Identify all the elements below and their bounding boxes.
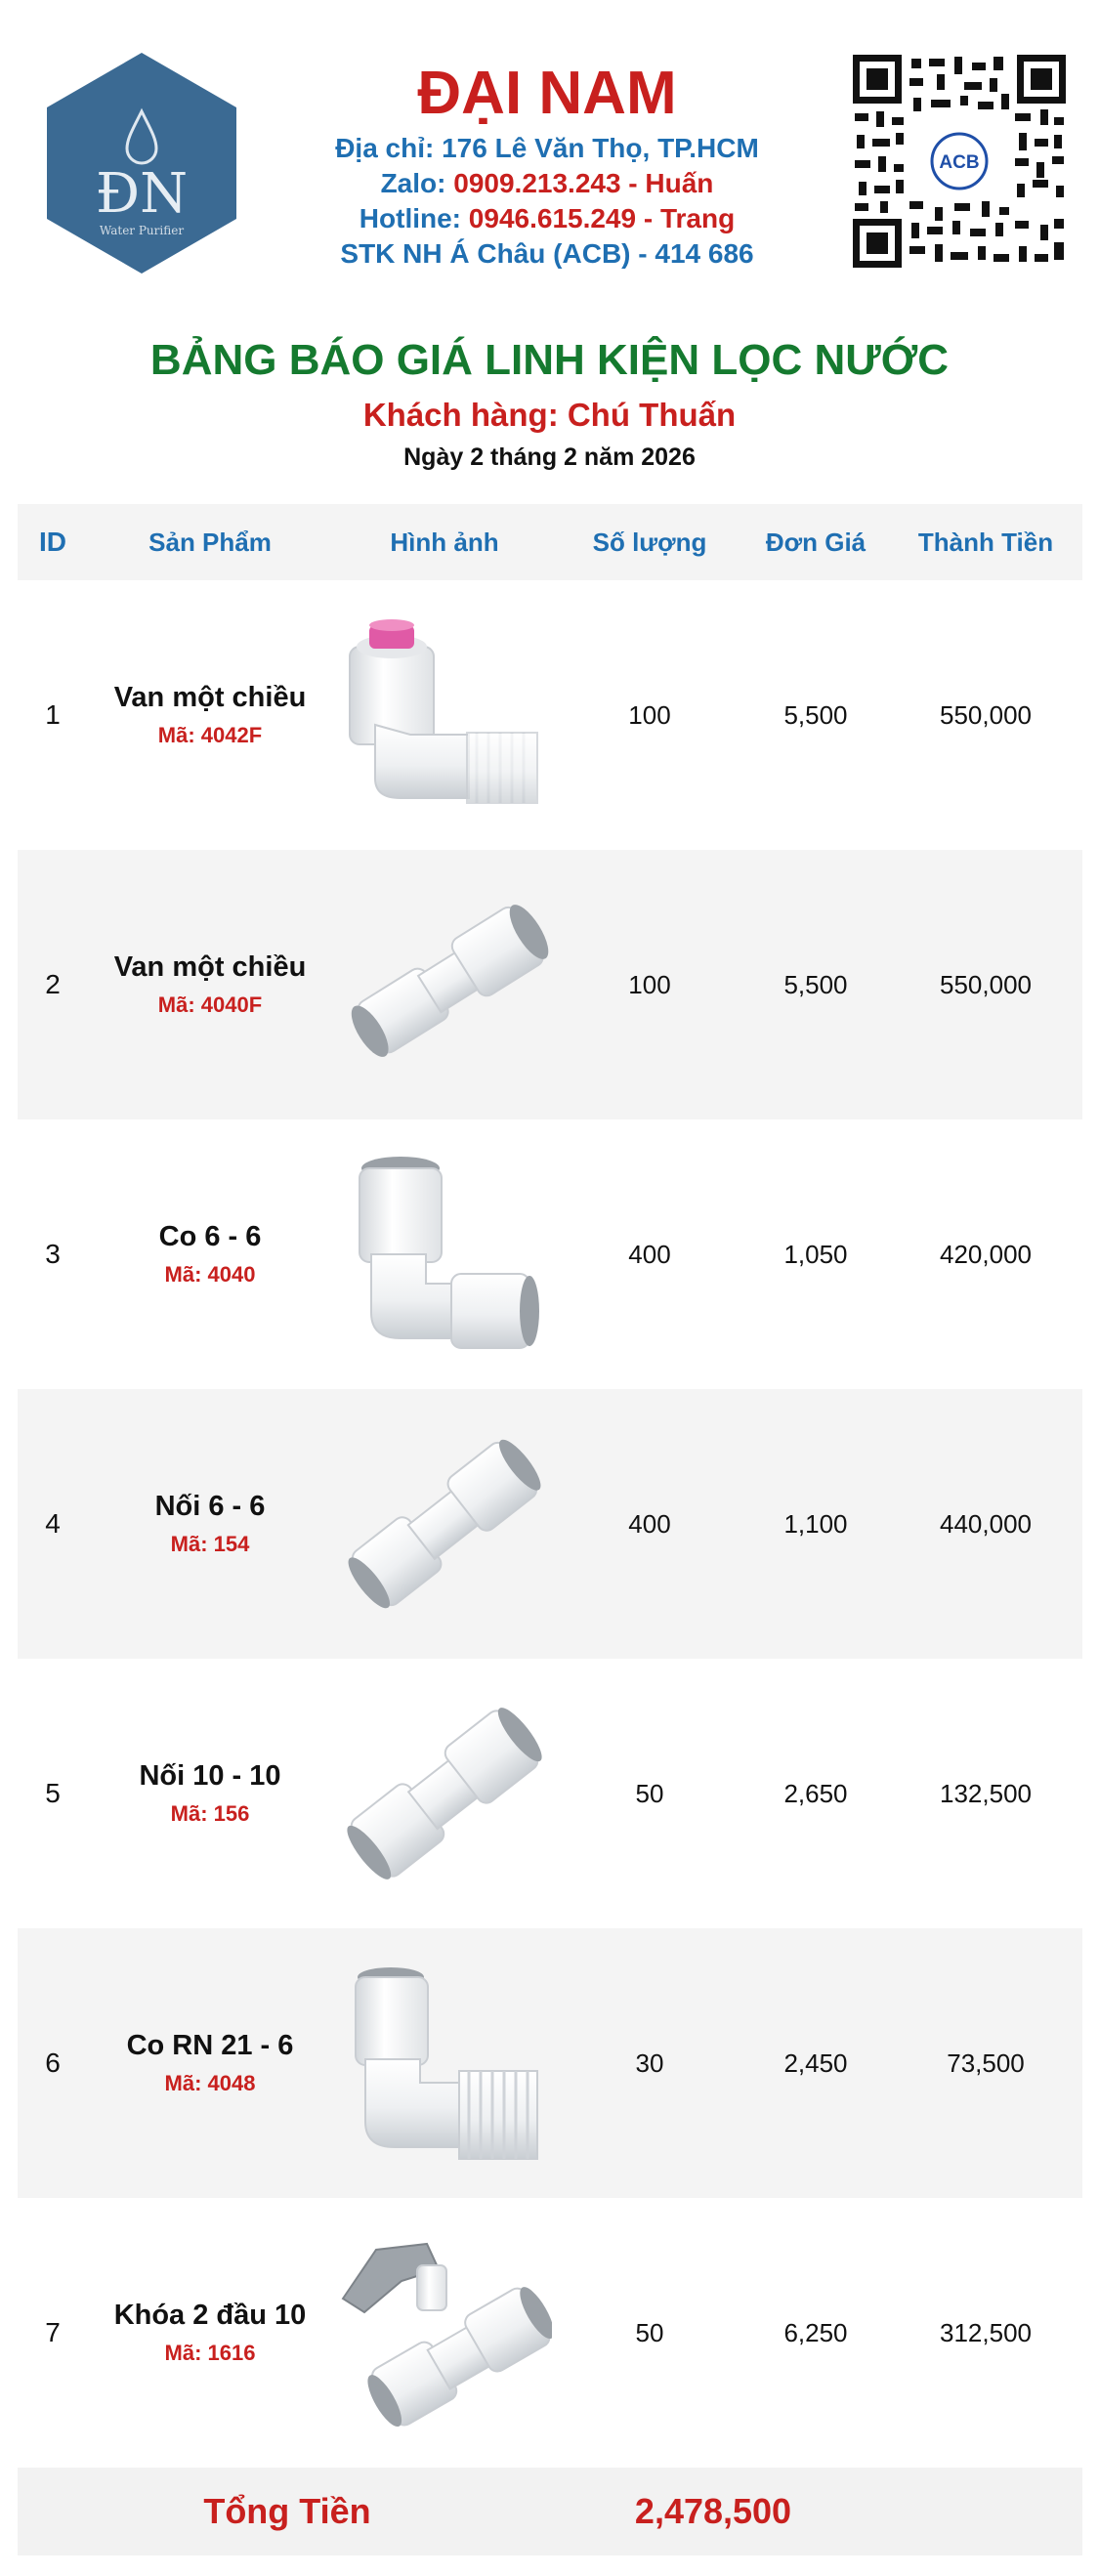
row-product — [88, 1486, 332, 1562]
product-name: Nối 10 - 10 — [139, 1760, 281, 1792]
zalo-label: Zalo: — [380, 168, 454, 198]
row-id: 4 — [45, 1508, 61, 1539]
product-image-cell — [332, 1951, 557, 2175]
svg-text:ACB: ACB — [939, 152, 980, 173]
header-unit-price: Đơn Giá — [765, 527, 867, 557]
row-line-total: 132,500 — [940, 1778, 1032, 1808]
row-line-total: 440,000 — [940, 1508, 1032, 1539]
elbow-fitting-image — [342, 1147, 547, 1362]
company-logo — [43, 51, 240, 275]
quote-date: Ngày 2 tháng 2 năm 2026 — [403, 443, 696, 471]
zalo-value: 0909.213.243 - Huấn — [453, 168, 714, 198]
svg-text:Water Purifier: Water Purifier — [99, 224, 185, 237]
row-unit-price: 2,650 — [783, 1778, 848, 1808]
table-row — [18, 850, 1082, 1119]
product-image-cell — [332, 1681, 557, 1906]
hotline-value: 0946.615.249 - Trang — [468, 203, 736, 233]
check-valve-image — [337, 887, 552, 1082]
product-image-cell — [332, 1412, 557, 1636]
page-title: BẢNG BÁO GIÁ LINH KIỆN LỌC NƯỚC — [149, 336, 950, 384]
company-info — [322, 57, 772, 272]
svg-text:ĐN: ĐN — [95, 162, 189, 226]
product-name: Nối 6 - 6 — [154, 1491, 266, 1522]
header-product: Sản Phẩm — [148, 527, 272, 557]
row-quantity: 50 — [635, 1778, 664, 1808]
row-id: 2 — [45, 969, 61, 999]
row-product — [88, 677, 332, 753]
table-row — [18, 1659, 1082, 1928]
quote-header — [0, 0, 1099, 313]
row-quantity: 50 — [635, 2317, 664, 2347]
product-code: Mã: 4040 — [164, 1262, 256, 1287]
row-line-total: 420,000 — [940, 1239, 1032, 1269]
row-line-total: 312,500 — [940, 2317, 1032, 2347]
row-unit-price: 2,450 — [783, 2048, 848, 2078]
row-quantity: 100 — [628, 969, 671, 999]
row-product — [88, 1755, 332, 1832]
row-unit-price: 1,050 — [783, 1239, 848, 1269]
header-id: ID — [39, 527, 66, 557]
grand-total-amount: 2,478,500 — [634, 2491, 792, 2531]
table-row — [18, 1928, 1082, 2198]
table-row — [18, 2198, 1082, 2468]
product-image-cell — [332, 603, 557, 827]
product-code: Mã: 4048 — [164, 2071, 256, 2095]
header-quantity: Số lượng — [592, 527, 707, 557]
row-product — [88, 2295, 332, 2371]
company-address: Địa chỉ: 176 Lê Văn Thọ, TP.HCM — [335, 133, 759, 163]
header-image: Hình ảnh — [390, 527, 499, 557]
table-header — [18, 504, 1082, 580]
row-unit-price: 5,500 — [783, 699, 848, 730]
product-code: Mã: 4040F — [157, 992, 263, 1017]
grand-total-label: Tổng Tiền — [203, 2491, 371, 2531]
header-line-total: Thành Tiền — [917, 527, 1054, 557]
product-name: Co 6 - 6 — [158, 1221, 262, 1252]
row-line-total: 73,500 — [947, 2048, 1025, 2078]
ball-valve-image — [337, 2230, 552, 2435]
row-unit-price: 5,500 — [783, 969, 848, 999]
row-id: 7 — [45, 2317, 61, 2347]
row-unit-price: 6,250 — [783, 2317, 848, 2347]
row-quantity: 400 — [628, 1239, 671, 1269]
product-name: Co RN 21 - 6 — [126, 2030, 294, 2061]
row-quantity: 30 — [635, 2048, 664, 2078]
row-quantity: 100 — [628, 699, 671, 730]
table-row — [18, 1389, 1082, 1659]
row-product — [88, 947, 332, 1023]
row-id: 5 — [45, 1778, 61, 1808]
table-row — [18, 1119, 1082, 1389]
product-code: Mã: 4042F — [157, 723, 263, 747]
payment-qr-code — [853, 55, 1066, 268]
product-code: Mã: 156 — [170, 1801, 250, 1826]
row-quantity: 400 — [628, 1508, 671, 1539]
customer-name: Khách hàng: Chú Thuấn — [362, 397, 737, 433]
row-product — [88, 1216, 332, 1292]
company-hotline — [322, 201, 772, 236]
company-zalo — [322, 166, 772, 201]
row-id: 1 — [45, 699, 61, 730]
straight-connector-image — [337, 1426, 552, 1622]
quote-titles — [0, 330, 1099, 475]
table-row — [18, 580, 1082, 850]
hotline-label: Hotline: — [359, 203, 469, 233]
row-product — [88, 2025, 332, 2101]
grand-total-row — [18, 2468, 1082, 2555]
row-line-total: 550,000 — [940, 969, 1032, 999]
elbow-threaded-image — [342, 1956, 547, 2171]
product-name: Van một chiều — [113, 951, 307, 983]
company-name: ĐẠI NAM — [417, 60, 677, 127]
product-image-cell — [332, 2220, 557, 2445]
product-code: Mã: 154 — [170, 1532, 250, 1556]
product-name: Van một chiều — [113, 682, 307, 713]
product-image-cell — [332, 872, 557, 1097]
price-table — [18, 504, 1082, 2468]
straight-connector-image — [337, 1696, 552, 1891]
product-image-cell — [332, 1142, 557, 1367]
elbow-threaded-valve-image — [342, 608, 547, 823]
row-id: 3 — [45, 1239, 61, 1269]
product-code: Mã: 1616 — [164, 2341, 256, 2365]
row-unit-price: 1,100 — [783, 1508, 848, 1539]
product-name: Khóa 2 đầu 10 — [113, 2300, 307, 2331]
row-line-total: 550,000 — [940, 699, 1032, 730]
company-bank-account: STK NH Á Châu (ACB) - 414 686 — [340, 238, 754, 269]
row-id: 6 — [45, 2048, 61, 2078]
